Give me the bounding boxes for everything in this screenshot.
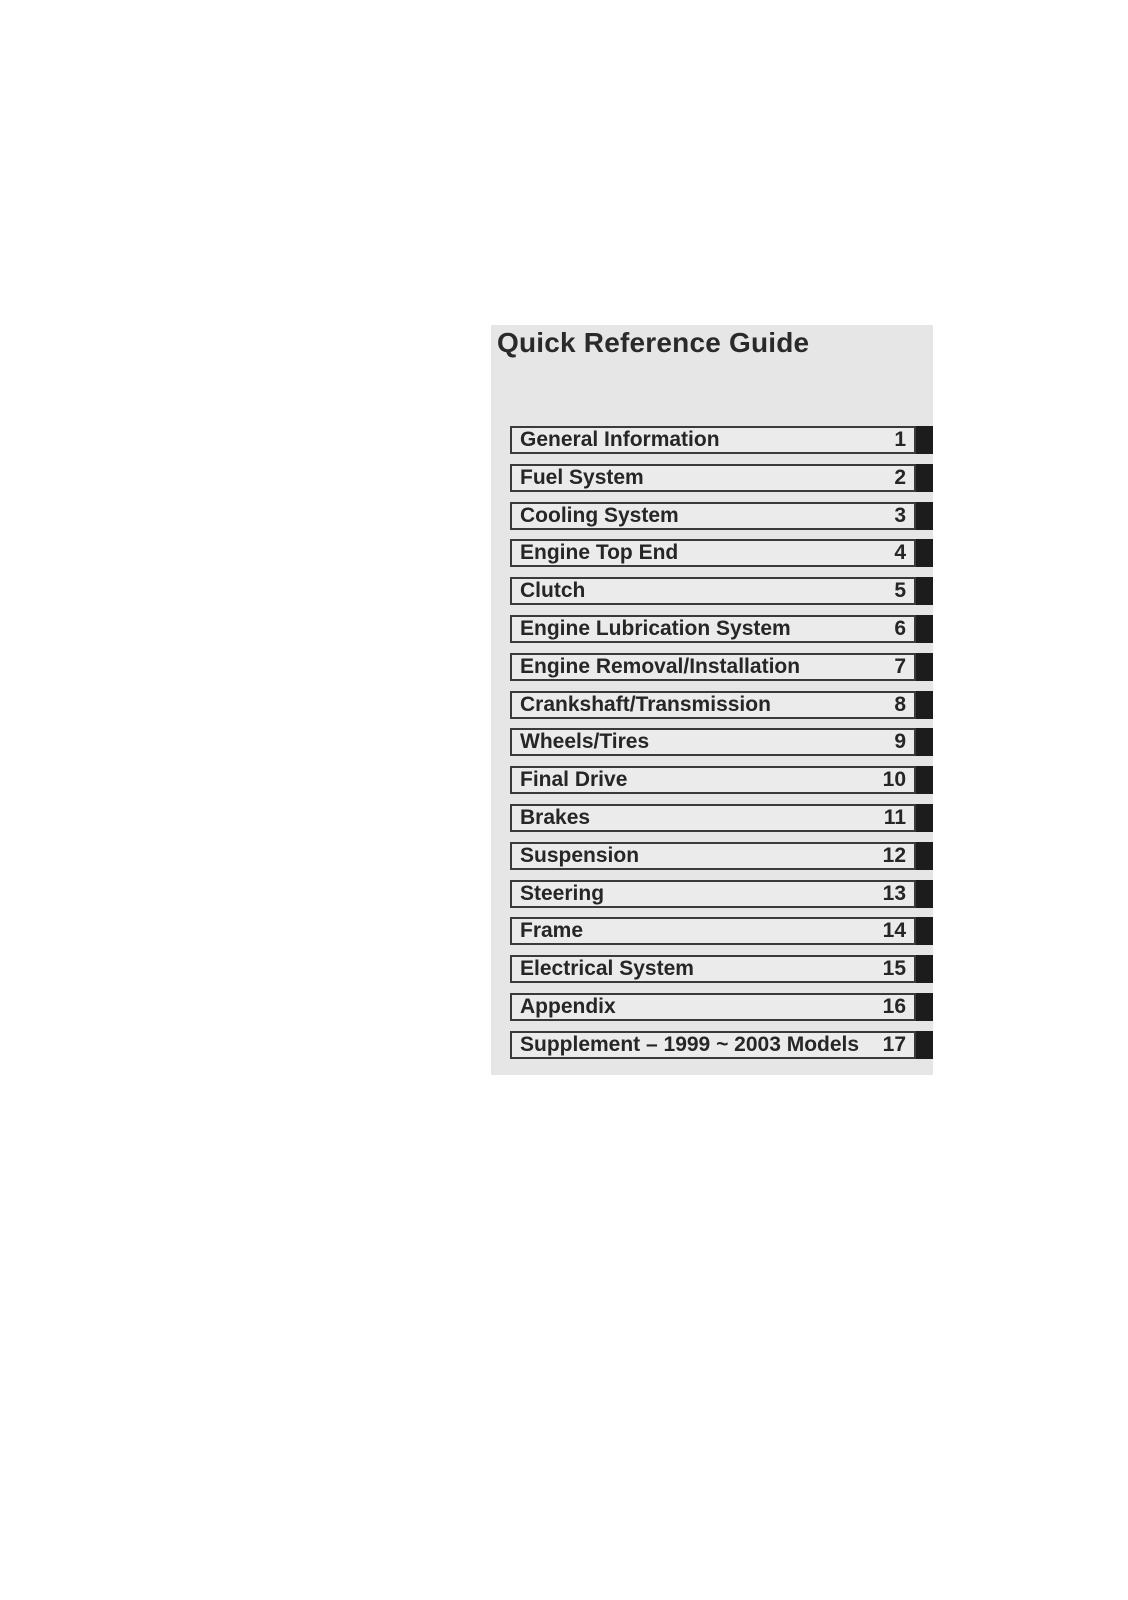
section-number: 8 — [894, 692, 906, 716]
section-label: Cooling System — [520, 503, 679, 527]
section-row-steering — [510, 880, 933, 908]
section-label: Frame — [520, 919, 584, 943]
section-link-16[interactable] — [510, 993, 916, 1021]
section-number: 10 — [882, 768, 906, 792]
section-link-9[interactable] — [510, 728, 916, 756]
section-label: Wheels/Tires — [520, 730, 650, 754]
section-number: 13 — [882, 881, 906, 905]
thumb-tab-marker — [916, 955, 933, 983]
section-row-engine-removal-installation — [510, 653, 933, 681]
thumb-tab-marker — [916, 880, 933, 908]
section-link-5[interactable] — [510, 577, 916, 605]
section-link-15[interactable] — [510, 955, 916, 983]
section-link-12[interactable] — [510, 842, 916, 870]
thumb-tab-marker — [916, 577, 933, 605]
thumb-tab-marker — [916, 993, 933, 1021]
section-row-final-drive — [510, 766, 933, 794]
section-row-crankshaft-transmission — [510, 691, 933, 719]
section-link-3[interactable] — [510, 502, 916, 530]
section-number: 3 — [894, 503, 906, 527]
section-link-6[interactable] — [510, 615, 916, 643]
section-link-11[interactable] — [510, 804, 916, 832]
thumb-tab-marker — [916, 426, 933, 454]
section-label: Engine Removal/Installation — [520, 654, 801, 678]
section-row-frame — [510, 917, 933, 945]
section-number: 5 — [894, 579, 906, 603]
section-label: Fuel System — [520, 465, 644, 489]
thumb-tab-marker — [916, 464, 933, 492]
page-title: Quick Reference Guide — [497, 327, 810, 358]
section-link-13[interactable] — [510, 880, 916, 908]
section-row-brakes — [510, 804, 933, 832]
section-number: 6 — [894, 616, 906, 640]
section-number: 7 — [894, 654, 906, 678]
section-number: 11 — [883, 805, 906, 829]
section-row-general-information — [510, 426, 933, 454]
section-number: 14 — [882, 919, 906, 943]
section-row-engine-lubrication-system — [510, 615, 933, 643]
section-label: Engine Top End — [520, 541, 679, 565]
section-number: 17 — [882, 1032, 906, 1056]
thumb-tab-marker — [916, 653, 933, 681]
section-link-17[interactable] — [510, 1031, 916, 1059]
thumb-tab-marker — [916, 691, 933, 719]
section-label: Appendix — [520, 994, 616, 1018]
section-number: 2 — [894, 465, 906, 489]
section-label: Crankshaft/Transmission — [520, 692, 771, 716]
section-row-supplement — [510, 1031, 933, 1059]
section-label: Clutch — [520, 579, 586, 603]
section-link-4[interactable] — [510, 539, 916, 567]
thumb-tab-marker — [916, 842, 933, 870]
section-label: Electrical System — [520, 957, 694, 981]
thumb-tab-marker — [916, 615, 933, 643]
thumb-tab-marker — [916, 917, 933, 945]
section-label: Brakes — [520, 805, 591, 829]
section-label: General Information — [520, 428, 720, 451]
thumb-tab-marker — [916, 804, 933, 832]
section-number: 9 — [894, 730, 906, 754]
section-link-8[interactable] — [510, 691, 916, 719]
section-link-1[interactable] — [510, 426, 916, 454]
section-row-appendix — [510, 993, 933, 1021]
section-link-2[interactable] — [510, 464, 916, 492]
section-row-wheels-tires — [510, 728, 933, 756]
section-label: Suspension — [520, 843, 640, 867]
thumb-tab-marker — [916, 539, 933, 567]
section-number: 4 — [894, 541, 906, 565]
section-row-electrical-system — [510, 955, 933, 983]
quick-reference-panel — [491, 325, 933, 1075]
section-row-fuel-system — [510, 464, 933, 492]
section-row-clutch — [510, 577, 933, 605]
section-label: Steering — [520, 881, 605, 905]
section-label: Supplement – 1999 ~ 2003 Models — [520, 1032, 860, 1056]
section-row-suspension — [510, 842, 933, 870]
thumb-tab-marker — [916, 1031, 933, 1059]
section-label: Engine Lubrication System — [520, 616, 791, 640]
thumb-tab-marker — [916, 502, 933, 530]
section-index — [510, 426, 933, 1069]
section-link-14[interactable] — [510, 917, 916, 945]
thumb-tab-marker — [916, 728, 933, 756]
section-number: 16 — [882, 994, 906, 1018]
section-link-10[interactable] — [510, 766, 916, 794]
section-row-cooling-system — [510, 502, 933, 530]
section-link-7[interactable] — [510, 653, 916, 681]
section-number: 1 — [894, 428, 906, 451]
section-label: Final Drive — [520, 768, 628, 792]
thumb-tab-marker — [916, 766, 933, 794]
section-number: 15 — [882, 957, 906, 981]
section-row-engine-top-end — [510, 539, 933, 567]
section-number: 12 — [882, 843, 906, 867]
